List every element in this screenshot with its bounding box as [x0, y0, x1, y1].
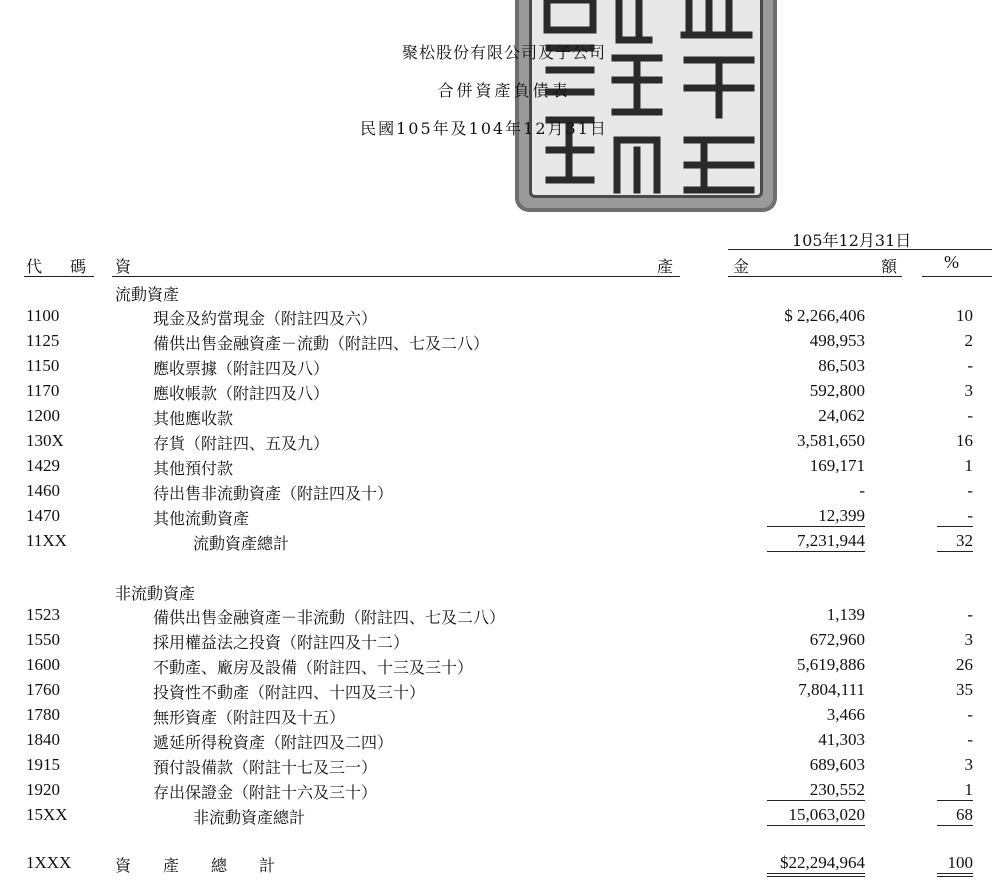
- noncurrent-total-pct-rule: [937, 825, 973, 826]
- amount-header-left: 金: [733, 257, 750, 276]
- row-code: 1920: [26, 780, 60, 799]
- table-row: [0, 406, 1008, 431]
- row-pct: 1: [964, 456, 973, 475]
- grand-total-pct-rule-1: [937, 873, 973, 874]
- row-pct: -: [967, 730, 973, 749]
- row-code: 1200: [26, 406, 60, 425]
- row-amount: 15,063,020: [788, 805, 865, 824]
- grand-total-amount-rule-2: [767, 876, 865, 877]
- row-amount: $ 2,266,406: [784, 306, 865, 325]
- row-amount: 7,231,944: [797, 531, 865, 550]
- subtotal-pct-rule: [937, 526, 973, 527]
- table-row: [0, 705, 1008, 730]
- row-code: 1915: [26, 755, 60, 774]
- row-amount: 592,800: [809, 381, 865, 400]
- row-amount: $22,294,964: [780, 853, 865, 872]
- row-label: 應收票據（附註四及八）: [153, 359, 330, 378]
- row-label: 其他預付款: [153, 459, 234, 478]
- company-seal-stamp: [515, 0, 777, 212]
- row-pct: 10: [956, 306, 973, 325]
- row-amount: 1,139: [826, 605, 865, 624]
- row-pct: -: [967, 506, 973, 525]
- row-amount: 7,804,111: [798, 680, 865, 699]
- row-pct: 32: [956, 531, 973, 550]
- row-label: 備供出售金融資產－流動（附註四、七及二八）: [153, 334, 490, 353]
- company-name: 聚松股份有限公司及子公司: [401, 43, 606, 62]
- period-header: 105年12月31日: [792, 231, 912, 250]
- table-row: [0, 605, 1008, 630]
- grand-total-pct-rule-2: [937, 876, 973, 877]
- report-title: 合併資產負債表: [437, 81, 571, 100]
- row-pct: -: [967, 406, 973, 425]
- row-pct: -: [967, 605, 973, 624]
- table-row: [0, 655, 1008, 680]
- section-noncurrent-assets: 非流動資產: [115, 584, 196, 603]
- row-pct: 3: [964, 381, 973, 400]
- table-row: [0, 331, 1008, 356]
- noncurrent-subtotal-pct-rule: [937, 800, 973, 801]
- row-label: 非流動資產總計: [193, 808, 306, 827]
- row-label: 資 產 總 計: [115, 856, 276, 875]
- row-code: 130X: [26, 431, 64, 450]
- table-row: [0, 381, 1008, 406]
- row-label: 備供出售金融資產－非流動（附註四、七及二八）: [153, 608, 506, 627]
- row-code: 1760: [26, 680, 60, 699]
- row-amount: 498,953: [809, 331, 865, 350]
- code-header-rule: [24, 276, 94, 277]
- row-amount: 230,552: [809, 780, 865, 799]
- row-label: 應收帳款（附註四及八）: [153, 384, 330, 403]
- row-pct: -: [967, 356, 973, 375]
- table-row: [0, 356, 1008, 381]
- row-code: 1460: [26, 481, 60, 500]
- row-pct: 16: [956, 431, 973, 450]
- row-code: 1100: [26, 306, 60, 325]
- total-pct-rule: [937, 551, 973, 552]
- total-amount-rule: [767, 551, 865, 552]
- row-label: 存貨（附註四、五及九）: [153, 434, 330, 453]
- amount-header-right: 額: [881, 257, 898, 276]
- row-code: 1523: [26, 605, 60, 624]
- row-amount: -: [859, 481, 865, 500]
- row-pct: 100: [947, 853, 973, 872]
- row-code: 1470: [26, 506, 60, 525]
- subtotal-amount-rule: [767, 526, 865, 527]
- row-label: 不動產、廠房及設備（附註四、十三及三十）: [153, 658, 474, 677]
- table-row: [0, 506, 1008, 531]
- table-row-total: [0, 531, 1008, 556]
- row-code: 1170: [26, 381, 60, 400]
- code-header: 代 碼: [26, 257, 93, 276]
- row-code: 1150: [26, 356, 60, 375]
- table-row: [0, 481, 1008, 506]
- row-label: 待出售非流動資產（附註四及十）: [153, 484, 394, 503]
- table-row: [0, 630, 1008, 655]
- table-row: [0, 306, 1008, 331]
- row-amount: 5,619,886: [797, 655, 865, 674]
- row-code: 1600: [26, 655, 60, 674]
- amount-header-rule: [728, 276, 902, 277]
- report-date-line: 民國105年及104年12月31日: [360, 119, 608, 138]
- row-pct: 2: [964, 331, 973, 350]
- row-code: 1XXX: [26, 853, 72, 872]
- row-code: 11XX: [26, 531, 67, 550]
- row-pct: 35: [956, 680, 973, 699]
- noncurrent-subtotal-amount-rule: [767, 800, 865, 801]
- row-amount: 24,062: [818, 406, 865, 425]
- row-pct: 68: [956, 805, 973, 824]
- table-row-grand-total: [0, 853, 1008, 878]
- row-label: 採用權益法之投資（附註四及十二）: [153, 633, 410, 652]
- row-pct: 1: [964, 780, 973, 799]
- row-label: 存出保證金（附註十六及三十）: [153, 783, 378, 802]
- row-code: 1550: [26, 630, 60, 649]
- row-label: 其他應收款: [153, 409, 234, 428]
- row-code: 1840: [26, 730, 60, 749]
- row-amount: 86,503: [818, 356, 865, 375]
- table-row-total: [0, 805, 1008, 830]
- assets-header-rule: [112, 276, 680, 277]
- row-amount: 12,399: [818, 506, 865, 525]
- row-label: 遞延所得稅資產（附註四及二四）: [153, 733, 394, 752]
- section-current-assets: 流動資產: [115, 285, 180, 304]
- assets-header-right: 產: [657, 257, 674, 276]
- table-row: [0, 431, 1008, 456]
- table-row: [0, 456, 1008, 481]
- row-code: 1125: [26, 331, 60, 350]
- seal-glyphs-icon: [519, 0, 777, 212]
- row-code: 15XX: [26, 805, 68, 824]
- row-label: 無形資產（附註四及十五）: [153, 708, 346, 727]
- row-code: 1429: [26, 456, 60, 475]
- noncurrent-total-amount-rule: [767, 825, 865, 826]
- pct-header-rule: [922, 276, 992, 277]
- table-row: [0, 755, 1008, 780]
- table-row: [0, 780, 1008, 805]
- row-amount: 41,303: [818, 730, 865, 749]
- row-amount: 169,171: [809, 456, 865, 475]
- row-amount: 3,581,650: [797, 431, 865, 450]
- row-pct: -: [967, 705, 973, 724]
- row-code: 1780: [26, 705, 60, 724]
- row-pct: 3: [964, 630, 973, 649]
- row-label: 現金及約當現金（附註四及六）: [153, 309, 378, 328]
- row-pct: 26: [956, 655, 973, 674]
- row-label: 其他流動資產: [153, 509, 250, 528]
- row-amount: 3,466: [826, 705, 865, 724]
- row-label: 流動資產總計: [193, 534, 290, 553]
- grand-total-amount-rule-1: [767, 873, 865, 874]
- row-amount: 689,603: [809, 755, 865, 774]
- assets-header-left: 資: [115, 257, 132, 276]
- period-header-rule: [728, 249, 992, 250]
- table-row: [0, 730, 1008, 755]
- row-pct: -: [967, 481, 973, 500]
- table-row: [0, 680, 1008, 705]
- row-label: 預付設備款（附註十七及三一）: [153, 758, 378, 777]
- row-pct: 3: [964, 755, 973, 774]
- pct-header: %: [944, 252, 959, 272]
- row-label: 投資性不動產（附註四、十四及三十）: [153, 683, 426, 702]
- row-amount: 672,960: [809, 630, 865, 649]
